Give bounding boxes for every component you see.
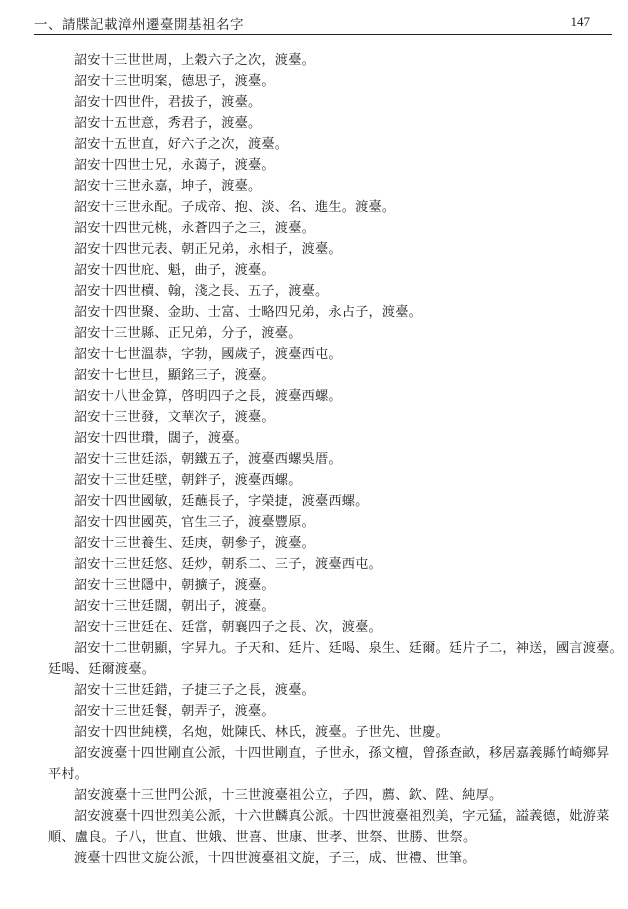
text-line: 詔安十五世直，好六子之次，渡臺。 xyxy=(74,137,289,152)
text-line: 詔安十三世發，文華次子，渡臺。 xyxy=(74,410,275,425)
text-line: 詔安十四世國英，官生三子，渡臺豐原。 xyxy=(74,515,315,530)
text-line: 詔安渡臺十四世剛直公派，十四世剛直，子世永，孫文檀，曾孫查畝，移居嘉義縣竹崎鄉昇 xyxy=(74,746,610,761)
text-line: 詔安十三世永嘉，坤子，渡臺。 xyxy=(74,179,262,194)
text-line: 詔安十三世廷錯，子捷三子之長，渡臺。 xyxy=(74,683,315,698)
text-line: 詔安十四世士兄，永蔼子，渡臺。 xyxy=(74,158,275,173)
text-line: 詔安十四世純樸，名炮，妣陳氏、林氏，渡臺。子世先、世慶。 xyxy=(74,725,449,740)
text-line: 詔安渡臺十三世門公派，十三世渡臺祖公立，子四，薦、欽、陞、純厚。 xyxy=(74,788,503,803)
text-line: 詔安十三世隱中，朝擴子，渡臺。 xyxy=(74,578,275,593)
body-text xyxy=(48,50,623,869)
text-line: 詔安十四世元桃，永蒼四子之三，渡臺。 xyxy=(74,221,315,236)
text-line: 渡臺十四世文旋公派，十四世渡臺祖文旋，子三，成、世禮、世筆。 xyxy=(74,851,476,866)
chapter-title: 一、請牒記載漳州遷臺開基祖名字 xyxy=(34,17,244,33)
text-line: 詔安十四世聚、金助、士富、士略四兄弟，永占子，渡臺。 xyxy=(74,305,423,320)
text-line: 詔安十三世世周，上穀六子之次，渡臺。 xyxy=(74,53,315,68)
text-line: 詔安十三世明案，德思子，渡臺。 xyxy=(74,74,275,89)
text-line: 詔安十三世廷悠、廷炒，朝系二、三子，渡臺西屯。 xyxy=(74,557,382,572)
running-header xyxy=(34,12,612,35)
text-line: 詔安十三世廷添，朝鐵五子，渡臺西螺吳厝。 xyxy=(74,452,342,467)
text-line: 詔安十四世國敏，廷蘸長子，字榮捷，渡臺西螺。 xyxy=(74,494,369,509)
text-line: 詔安十五世意，秀君子，渡臺。 xyxy=(74,116,262,131)
text-line: 詔安十三世廷在、廷當，朝襄四子之長、次，渡臺。 xyxy=(74,620,382,635)
text-line: 詔安十七世旦，顯銘三子，渡臺。 xyxy=(74,368,275,383)
text-line: 平村。 xyxy=(48,767,89,782)
text-line: 詔安十四世櫝、翰，淺之長、五子，渡臺。 xyxy=(74,284,329,299)
text-line: 詔安十四世瓚，闊子，渡臺。 xyxy=(74,431,249,446)
text-line: 詔安十三世縣、正兄弟，分子，渡臺。 xyxy=(74,326,302,341)
text-line: 廷喝、廷爾渡臺。 xyxy=(48,662,156,677)
text-line: 詔安十四世件，君拔子，渡臺。 xyxy=(74,95,262,110)
page-number: 147 xyxy=(570,14,590,29)
text-line: 詔安十二世朝顯，字昇九。子天和、廷片、廷喝、泉生、廷爾。廷片子二，神送，國言渡臺。 xyxy=(74,641,623,656)
text-line: 詔安渡臺十四世烈美公派，十六世麟真公派。十四世渡臺祖烈美，字元猛，謚義德，妣游菜 xyxy=(74,809,610,824)
text-line: 詔安十三世廷壁，朝鉡子，渡臺西螺。 xyxy=(74,473,302,488)
text-line: 詔安十三世廷闊，朝出子，渡臺。 xyxy=(74,599,275,614)
text-line: 順、盧良。子八，世直、世娥、世喜、世康、世孝、世祭、世勝、世祭。 xyxy=(48,830,477,845)
text-line: 詔安十三世養生、廷庚，朝參子，渡臺。 xyxy=(74,536,315,551)
text-line: 詔安十三世廷餐，朝弄子，渡臺。 xyxy=(74,704,275,719)
text-line: 詔安十四世庇、魁，曲子，渡臺。 xyxy=(74,263,275,278)
text-line: 詔安十三世永配。子成帝、抱、淡、名、進生。渡臺。 xyxy=(74,200,396,215)
text-line: 詔安十七世溫恭，字勃，國歲子，渡臺西屯。 xyxy=(74,347,342,362)
text-line: 詔安十四世元表、朝正兄弟，永相子，渡臺。 xyxy=(74,242,342,257)
text-line: 詔安十八世金算，啓明四子之長，渡臺西螺。 xyxy=(74,389,342,404)
